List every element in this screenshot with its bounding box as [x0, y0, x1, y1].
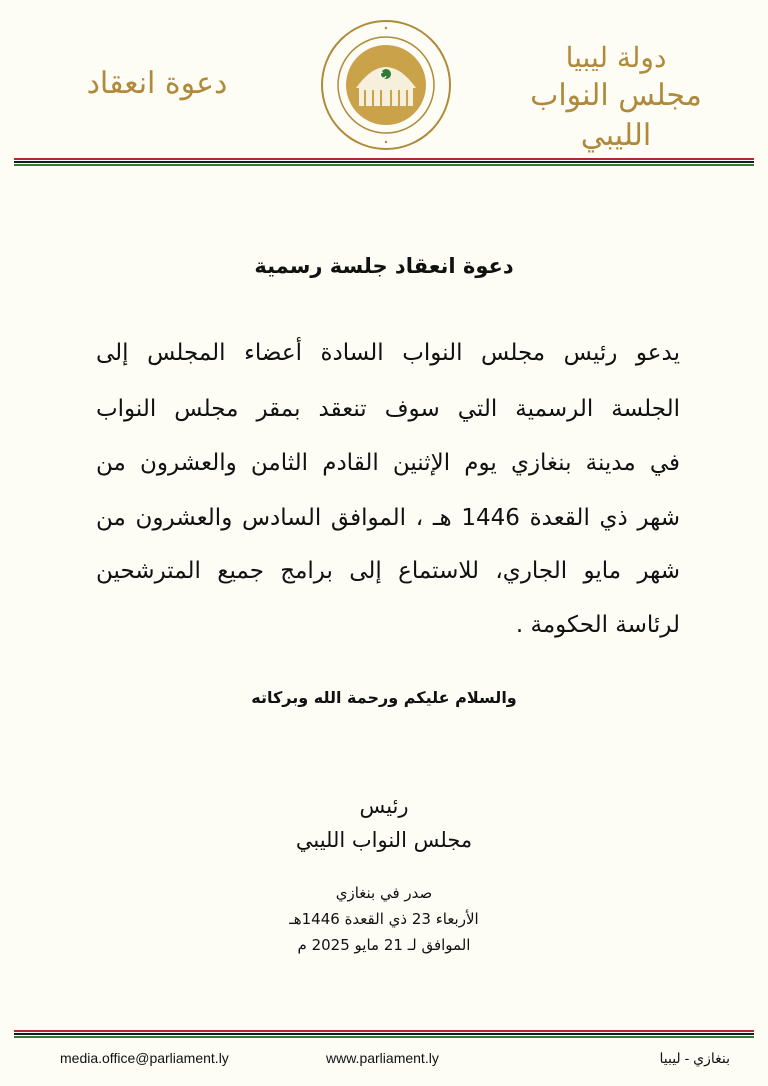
body-line: الجلسة الرسمية التي سوف تنعقد بمقر مجلس النواب [96, 396, 680, 422]
footer-stripe-red [14, 1030, 754, 1032]
flag-stripe-green [14, 164, 754, 166]
flag-stripe-black [14, 161, 754, 163]
letter-title: دعوة انعقاد جلسة رسمية [254, 254, 514, 278]
body-line: شهر ذي القعدة 1446 هـ ، الموافق السادس والعشرون من [96, 505, 680, 531]
signature-body: مجلس النواب الليبي [295, 828, 473, 852]
signature-title: رئيس [359, 794, 409, 818]
body-line: شهر مايو الجاري، للاستماع إلى برامج جميع المترشحين [96, 558, 680, 584]
state-name: دولة ليبيا [565, 41, 667, 74]
closing-greeting: والسلام عليكم ورحمة الله وبركاته [251, 688, 517, 707]
flag-stripe-red [14, 158, 754, 160]
issued-gregorian-date: الموافق لـ 21 مايو 2025 م [297, 936, 471, 954]
footer-location: بنغازي - ليبيا [659, 1050, 730, 1066]
issued-hijri-date: الأربعاء 23 ذي القعدة 1446هـ [289, 910, 479, 928]
state-of-libya-logo [516, 40, 716, 156]
body-line: لرئاسة الحكومة . [515, 612, 680, 638]
footer-stripe-black [14, 1033, 754, 1035]
issued-place: صدر في بنغازي [335, 884, 433, 902]
footer-website-link[interactable]: www.parliament.ly [326, 1050, 439, 1066]
footer-stripe-green [14, 1036, 754, 1038]
footer-email-link[interactable]: media.office@parliament.ly [60, 1050, 229, 1066]
invite-heading-logo: دعوة انعقاد [86, 66, 228, 101]
body-line: في مدينة بنغازي يوم الإثنين القادم الثامن والعشرون من [96, 450, 680, 476]
body-line: يدعو رئيس مجلس النواب السادة أعضاء المجلس إلى [96, 340, 680, 366]
house-name: مجلس النواب الليبي [530, 78, 702, 153]
parliament-emblem-icon [319, 18, 453, 152]
